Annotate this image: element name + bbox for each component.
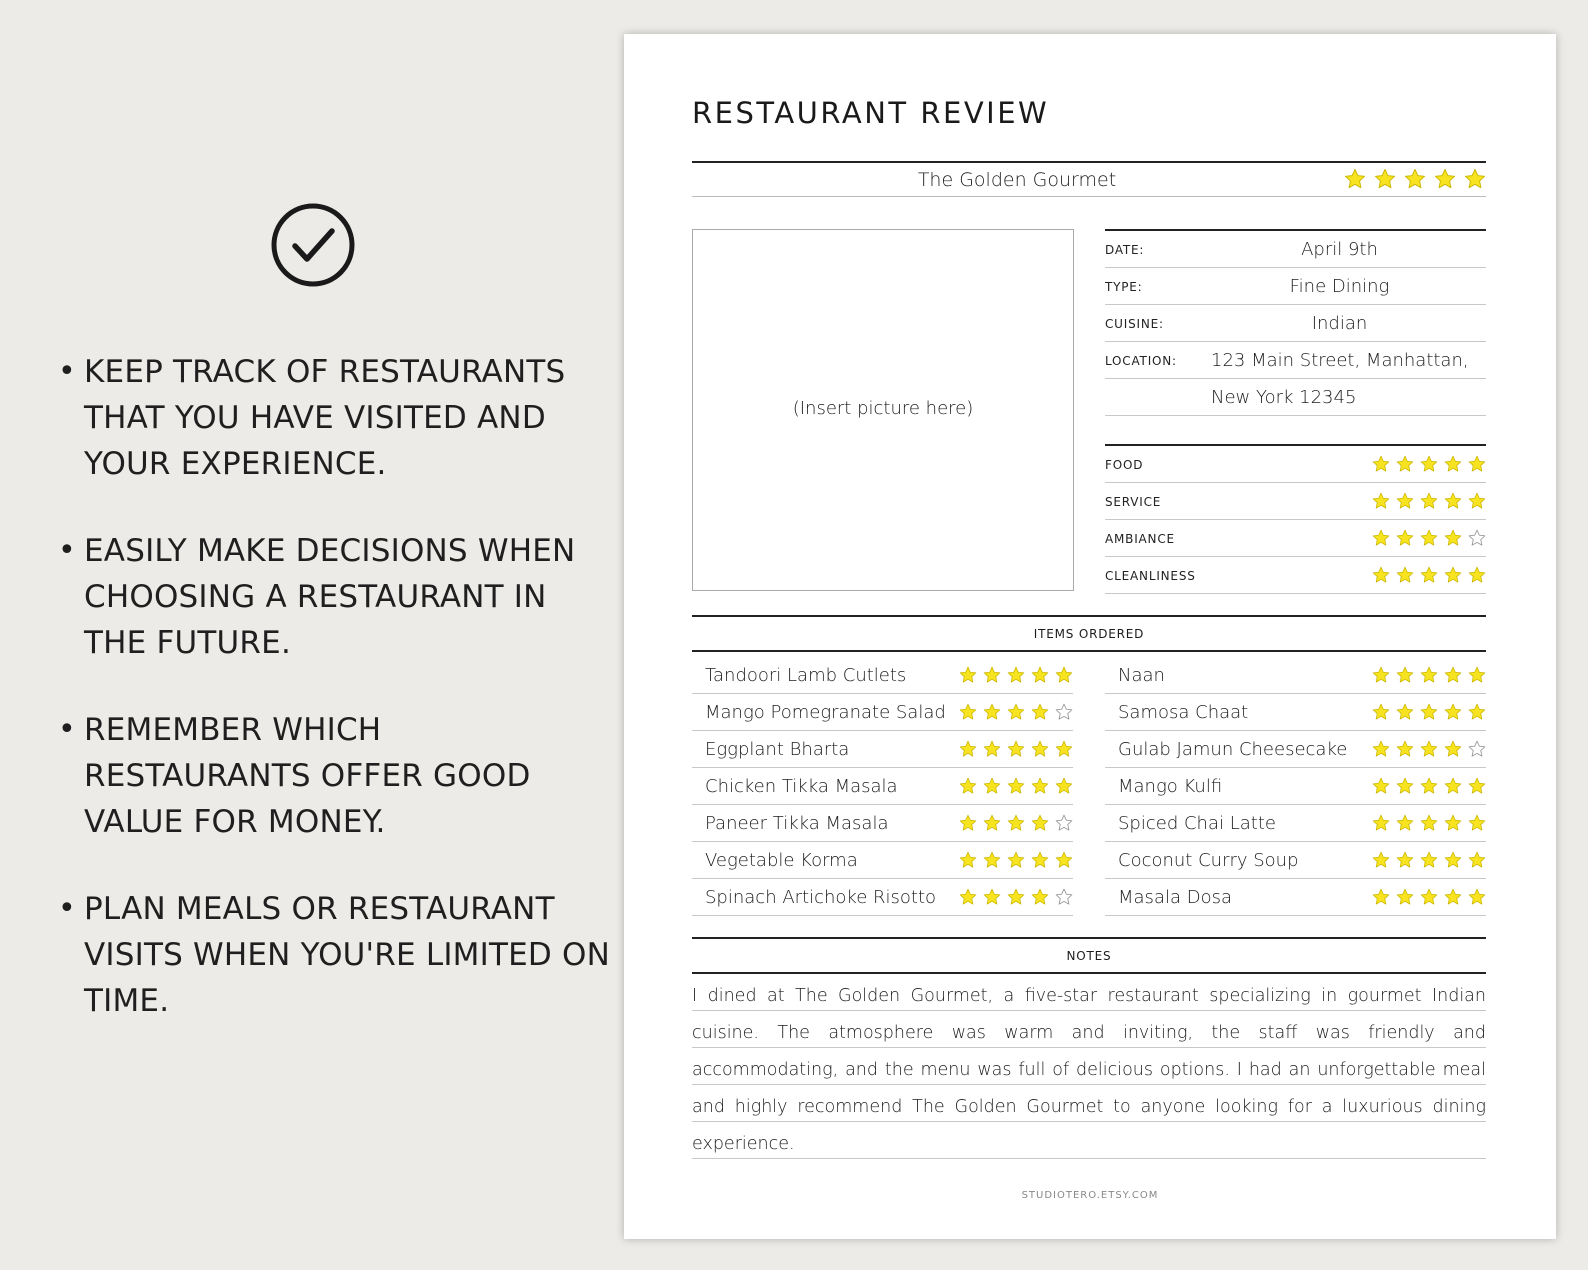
item-name: Tandoori Lamb Cutlets [705, 665, 907, 686]
star-empty-icon [1468, 740, 1486, 758]
star-filled-icon [1396, 851, 1414, 869]
overall-rating-stars [1344, 168, 1486, 190]
star-filled-icon [1372, 455, 1390, 473]
cuisine-label: CUISINE: [1105, 317, 1164, 331]
star-filled-icon [1464, 168, 1486, 190]
star-filled-icon [1396, 777, 1414, 795]
footer-credit: STUDIOTERO.ETSY.COM [1021, 1190, 1159, 1201]
star-filled-icon [1420, 703, 1438, 721]
item-name: Eggplant Bharta [705, 739, 850, 760]
star-filled-icon [1031, 851, 1049, 869]
star-filled-icon [1444, 492, 1462, 510]
star-filled-icon [1396, 703, 1414, 721]
star-filled-icon [983, 703, 1001, 721]
star-filled-icon [1434, 168, 1456, 190]
star-filled-icon [1420, 740, 1438, 758]
item-name: Mango Kulfi [1118, 776, 1223, 797]
feature-item: • REMEMBER WHICH RESTAURANTS OFFER GOOD VALUE FOR MONEY. [58, 707, 618, 845]
star-filled-icon [1420, 851, 1438, 869]
star-filled-icon [1031, 888, 1049, 906]
item-rating-stars [959, 703, 1073, 721]
star-filled-icon [1007, 888, 1025, 906]
star-filled-icon [1420, 492, 1438, 510]
star-filled-icon [1444, 814, 1462, 832]
star-filled-icon [1444, 851, 1462, 869]
items-left-column [692, 657, 1073, 916]
item-rating-stars [959, 777, 1073, 795]
info-row-location-2 [1105, 379, 1486, 416]
star-filled-icon [1420, 455, 1438, 473]
star-filled-icon [1007, 740, 1025, 758]
star-filled-icon [1444, 455, 1462, 473]
item-row [1105, 879, 1486, 916]
star-filled-icon [983, 888, 1001, 906]
item-row [1105, 842, 1486, 879]
star-filled-icon [1396, 666, 1414, 684]
item-name: Gulab Jamun Cheesecake [1118, 739, 1348, 760]
location-value-line2: New York 12345 [1211, 387, 1357, 408]
item-row [692, 842, 1073, 879]
star-filled-icon [1396, 492, 1414, 510]
star-empty-icon [1055, 814, 1073, 832]
star-filled-icon [1396, 566, 1414, 584]
restaurant-name: The Golden Gourmet [917, 169, 1117, 191]
star-filled-icon [1372, 492, 1390, 510]
info-row-date [1105, 231, 1486, 268]
info-row-type [1105, 268, 1486, 305]
star-filled-icon [1372, 566, 1390, 584]
star-filled-icon [1444, 529, 1462, 547]
location-value-line1: 123 Main Street, Manhattan, [1211, 350, 1469, 371]
rating-row-service [1105, 483, 1486, 520]
item-name: Naan [1118, 665, 1165, 686]
star-filled-icon [1468, 703, 1486, 721]
photo-placeholder[interactable] [692, 229, 1074, 591]
star-filled-icon [959, 851, 977, 869]
star-filled-icon [1031, 740, 1049, 758]
item-name: Paneer Tikka Masala [705, 813, 889, 834]
star-filled-icon [1055, 740, 1073, 758]
star-filled-icon [1420, 814, 1438, 832]
star-filled-icon [1007, 851, 1025, 869]
star-filled-icon [1444, 777, 1462, 795]
star-filled-icon [959, 703, 977, 721]
item-rating-stars [1372, 666, 1486, 684]
star-filled-icon [1444, 566, 1462, 584]
item-rating-stars [1372, 814, 1486, 832]
rating-row-cleanliness [1105, 557, 1486, 594]
star-filled-icon [1468, 777, 1486, 795]
item-rating-stars [959, 814, 1073, 832]
star-empty-icon [1055, 703, 1073, 721]
star-filled-icon [1372, 777, 1390, 795]
star-filled-icon [1372, 851, 1390, 869]
item-name: Vegetable Korma [705, 850, 858, 871]
review-sheet [624, 34, 1556, 1239]
item-row [1105, 694, 1486, 731]
notes-text: I dined at The Golden Gourmet, a five-star restaurant specializing in gourmet Indian cuisine. The atmosphere was warm and inviting, the staff was friendly and accommodating, and the menu was full of delicious options. I had an unforgettable meal and highly recommend The Golden Gourmet to anyone looking for a luxurious dining experience. [692, 986, 1486, 1154]
star-filled-icon [959, 740, 977, 758]
info-row-location [1105, 342, 1486, 379]
star-filled-icon [1372, 666, 1390, 684]
item-name: Samosa Chaat [1118, 702, 1249, 723]
star-filled-icon [959, 777, 977, 795]
star-filled-icon [959, 888, 977, 906]
star-filled-icon [983, 851, 1001, 869]
star-filled-icon [1372, 740, 1390, 758]
item-name: Mango Pomegranate Salad [705, 702, 946, 723]
photo-placeholder-text: (Insert picture here) [792, 398, 974, 419]
item-rating-stars [1372, 703, 1486, 721]
star-filled-icon [1420, 777, 1438, 795]
info-table [1105, 229, 1486, 416]
star-filled-icon [1007, 814, 1025, 832]
star-filled-icon [983, 666, 1001, 684]
star-filled-icon [1420, 888, 1438, 906]
item-name: Masala Dosa [1118, 887, 1233, 908]
item-row [1105, 657, 1486, 694]
star-filled-icon [1372, 529, 1390, 547]
star-filled-icon [983, 777, 1001, 795]
star-empty-icon [1055, 888, 1073, 906]
item-rating-stars [959, 740, 1073, 758]
star-empty-icon [1468, 529, 1486, 547]
star-filled-icon [1031, 814, 1049, 832]
star-filled-icon [1372, 703, 1390, 721]
rating-row-ambiance [1105, 520, 1486, 557]
rating-stars [1372, 492, 1486, 510]
star-filled-icon [983, 740, 1001, 758]
check-circle-icon [270, 202, 356, 288]
star-filled-icon [959, 814, 977, 832]
star-filled-icon [1374, 168, 1396, 190]
rating-label: SERVICE [1105, 495, 1162, 509]
star-filled-icon [1372, 888, 1390, 906]
feature-list [58, 349, 618, 1065]
star-filled-icon [1468, 851, 1486, 869]
star-filled-icon [1007, 666, 1025, 684]
notes-heading: NOTES [692, 937, 1486, 974]
star-filled-icon [1031, 666, 1049, 684]
rating-label: AMBIANCE [1105, 532, 1175, 546]
star-filled-icon [1007, 777, 1025, 795]
item-row [1105, 805, 1486, 842]
rating-stars [1372, 455, 1486, 473]
type-label: TYPE: [1105, 280, 1143, 294]
date-label: DATE: [1105, 243, 1145, 257]
star-filled-icon [1055, 777, 1073, 795]
star-filled-icon [1420, 529, 1438, 547]
star-filled-icon [1031, 777, 1049, 795]
item-name: Spiced Chai Latte [1118, 813, 1276, 834]
star-filled-icon [1031, 703, 1049, 721]
ratings-table [1105, 444, 1486, 594]
item-row [692, 731, 1073, 768]
item-row [1105, 731, 1486, 768]
rating-label: CLEANLINESS [1105, 569, 1196, 583]
item-row [692, 879, 1073, 916]
items-ordered-heading: ITEMS ORDERED [692, 615, 1486, 652]
restaurant-name-row [692, 161, 1486, 197]
type-value: Fine Dining [1289, 276, 1390, 297]
star-filled-icon [1444, 888, 1462, 906]
rating-label: FOOD [1105, 458, 1144, 472]
star-filled-icon [1404, 168, 1426, 190]
item-rating-stars [1372, 888, 1486, 906]
item-row [692, 657, 1073, 694]
item-rating-stars [1372, 851, 1486, 869]
star-filled-icon [1372, 814, 1390, 832]
info-row-cuisine [1105, 305, 1486, 342]
item-rating-stars [959, 666, 1073, 684]
date-value: April 9th [1301, 239, 1378, 260]
star-filled-icon [1396, 888, 1414, 906]
feature-item: • PLAN MEALS OR RESTAURANT VISITS WHEN YOU'RE LIMITED ON TIME. [58, 886, 618, 1024]
rating-row-food [1105, 446, 1486, 483]
item-rating-stars [959, 851, 1073, 869]
item-name: Chicken Tikka Masala [705, 776, 898, 797]
star-filled-icon [1396, 455, 1414, 473]
item-row [1105, 768, 1486, 805]
item-row [692, 805, 1073, 842]
star-filled-icon [1396, 814, 1414, 832]
star-filled-icon [959, 666, 977, 684]
feature-item: • EASILY MAKE DECISIONS WHEN CHOOSING A RESTAURANT IN THE FUTURE. [58, 528, 618, 666]
star-filled-icon [1344, 168, 1366, 190]
item-rating-stars [1372, 777, 1486, 795]
star-filled-icon [1468, 455, 1486, 473]
location-label: LOCATION: [1105, 354, 1177, 368]
star-filled-icon [1420, 666, 1438, 684]
star-filled-icon [1468, 492, 1486, 510]
star-filled-icon [1007, 703, 1025, 721]
star-filled-icon [1468, 888, 1486, 906]
rating-stars [1372, 566, 1486, 584]
feature-item: • KEEP TRACK OF RESTAURANTS THAT YOU HAVE VISITED AND YOUR EXPERIENCE. [58, 349, 618, 487]
star-filled-icon [1396, 740, 1414, 758]
star-filled-icon [1444, 703, 1462, 721]
item-rating-stars [1372, 740, 1486, 758]
star-filled-icon [1420, 566, 1438, 584]
star-filled-icon [983, 814, 1001, 832]
star-filled-icon [1444, 666, 1462, 684]
star-filled-icon [1055, 666, 1073, 684]
star-filled-icon [1468, 814, 1486, 832]
star-filled-icon [1468, 566, 1486, 584]
item-name: Spinach Artichoke Risotto [705, 887, 937, 908]
item-row [692, 694, 1073, 731]
item-row [692, 768, 1073, 805]
items-right-column [1105, 657, 1486, 916]
item-name: Coconut Curry Soup [1118, 850, 1299, 871]
page-title: RESTAURANT REVIEW [692, 96, 1050, 130]
star-filled-icon [1468, 666, 1486, 684]
star-filled-icon [1055, 851, 1073, 869]
item-rating-stars [959, 888, 1073, 906]
star-filled-icon [1444, 740, 1462, 758]
cuisine-value: Indian [1311, 313, 1368, 334]
rating-stars [1372, 529, 1486, 547]
star-filled-icon [1396, 529, 1414, 547]
